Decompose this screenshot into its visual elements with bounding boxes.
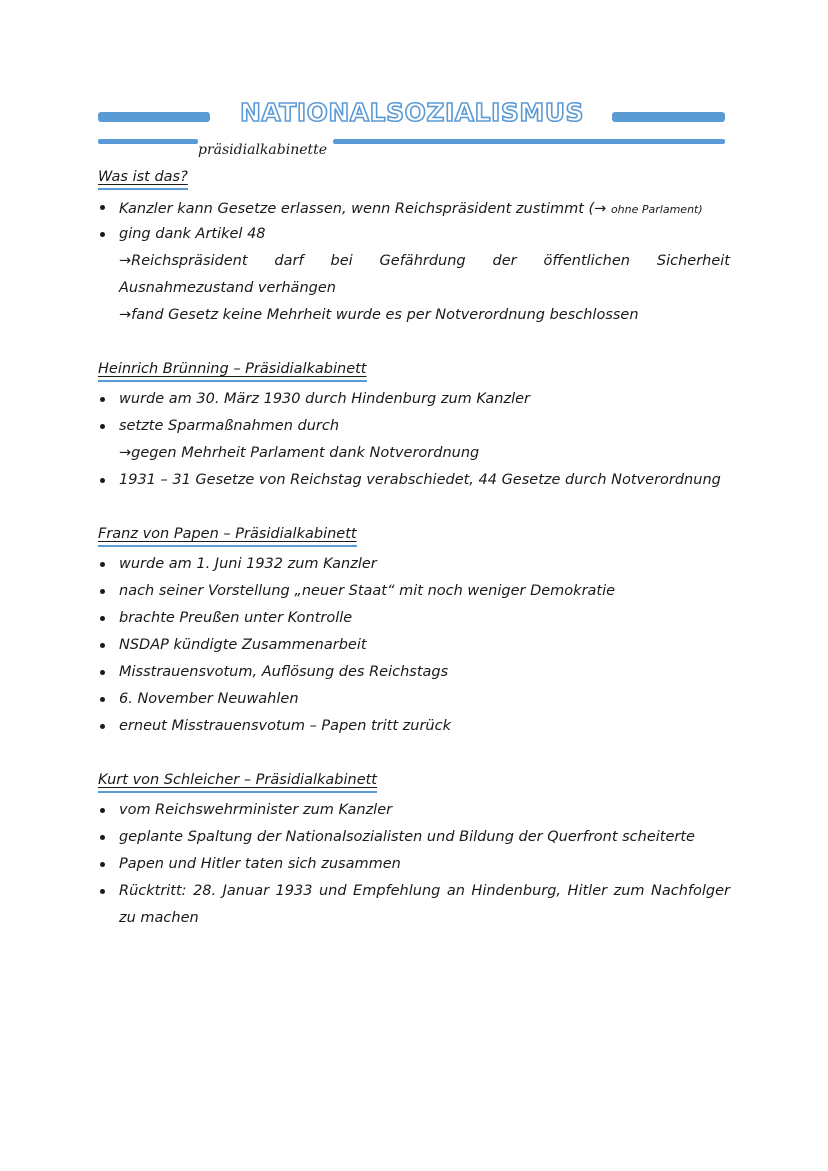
section-heading: Heinrich Brünning – Präsidialkabinett	[98, 358, 367, 382]
section-heading: Franz von Papen – Präsidialkabinett	[98, 523, 357, 547]
banner-underline-left	[98, 139, 198, 144]
list-item: geplante Spaltung der Nationalsozialisten und Bildung der Querfront scheiterte	[98, 824, 730, 851]
banner-bar-left	[98, 112, 210, 122]
list-item: Misstrauensvotum, Auflösung des Reichstags	[98, 659, 730, 686]
bullet-icon	[100, 697, 105, 702]
page-subtitle: präsidialkabinette	[198, 142, 328, 158]
list-item: wurde am 1. Juni 1932 zum Kanzler	[98, 551, 730, 578]
list-item: Rücktritt: 28. Januar 1933 und Empfehlung an Hindenburg, Hitler zum Nachfolger zu machen	[98, 878, 730, 932]
content	[98, 164, 730, 959]
list-item: Kanzler kann Gesetze erlassen, wenn Reichspräsident zustimmt (→ ohne Parlament)	[98, 194, 730, 221]
section-was-ist-das	[98, 164, 730, 329]
list-item: 6. November Neuwahlen	[98, 686, 730, 713]
bullet-icon	[100, 232, 105, 237]
list-item: wurde am 30. März 1930 durch Hindenburg zum Kanzler	[98, 386, 730, 413]
list-item: setzte Sparmaßnahmen durch	[98, 413, 730, 440]
bullet-icon	[100, 808, 105, 813]
bullet-icon	[100, 862, 105, 867]
banner-bar-right	[612, 112, 725, 122]
list-item: ging dank Artikel 48	[98, 221, 730, 248]
bullet-list	[98, 194, 730, 329]
list-item: 1931 – 31 Gesetze von Reichstag verabschiedet, 44 Gesetze durch Notverordnung	[98, 467, 730, 494]
bullet-list	[98, 386, 730, 494]
bullet-icon	[100, 478, 105, 483]
bullet-list	[98, 551, 730, 740]
list-item: nach seiner Vorstellung „neuer Staat“ mit noch weniger Demokratie	[98, 578, 730, 605]
page-title: NATIONALSOZIALISMUS	[239, 98, 585, 127]
section-papen	[98, 521, 730, 740]
bullet-icon	[100, 835, 105, 840]
list-item: brachte Preußen unter Kontrolle	[98, 605, 730, 632]
bullet-icon	[100, 616, 105, 621]
bullet-icon	[100, 889, 105, 894]
sub-point: →Reichspräsident darf bei Gefährdung der öffentlichen Sicherheit Ausnahmezustand verhängen	[119, 253, 730, 296]
bullet-icon	[100, 562, 105, 567]
bullet-icon	[100, 724, 105, 729]
sub-point: →fand Gesetz keine Mehrheit wurde es per Notverordnung beschlossen	[119, 307, 639, 323]
section-heading: Was ist das?	[98, 166, 188, 190]
list-item: erneut Misstrauensvotum – Papen tritt zurück	[98, 713, 730, 740]
bullet-icon	[100, 670, 105, 675]
list-item: vom Reichswehrminister zum Kanzler	[98, 797, 730, 824]
list-item: NSDAP kündigte Zusammenarbeit	[98, 632, 730, 659]
list-item: Papen und Hitler taten sich zusammen	[98, 851, 730, 878]
bullet-icon	[100, 397, 105, 402]
bullet-icon	[100, 589, 105, 594]
section-heading: Kurt von Schleicher – Präsidialkabinett	[98, 769, 377, 793]
banner-underline-right	[333, 139, 725, 144]
sub-point: →gegen Mehrheit Parlament dank Notverordnung	[119, 445, 480, 461]
section-schleicher	[98, 767, 730, 932]
bullet-list	[98, 797, 730, 932]
bullet-icon	[100, 643, 105, 648]
bullet-icon	[100, 205, 105, 210]
bullet-icon	[100, 424, 105, 429]
section-bruenning	[98, 356, 730, 494]
